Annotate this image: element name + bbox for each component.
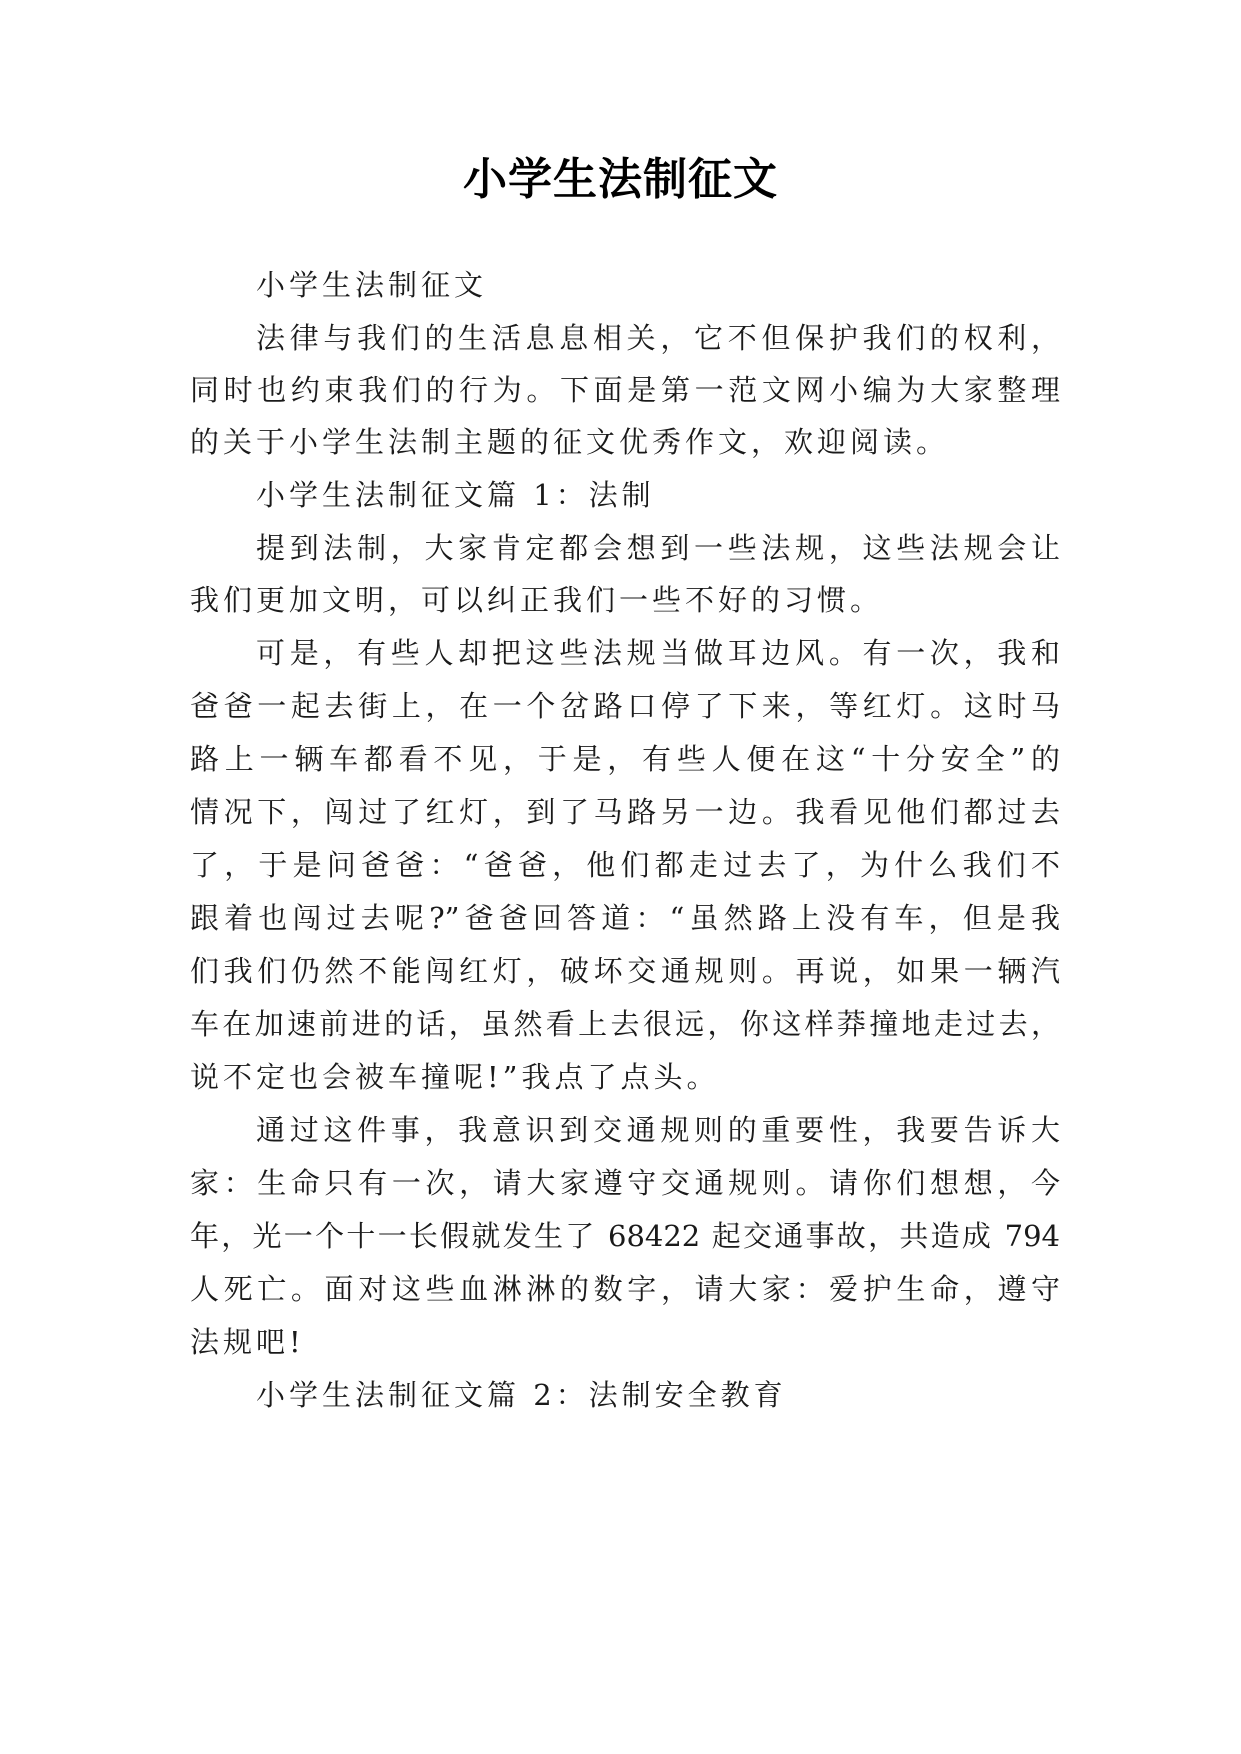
- paragraph-line: 的关于小学生法制主题的征文优秀作文，欢迎阅读。: [190, 425, 950, 459]
- paragraph-line: 可是，有些人却把这些法规当做耳边风。有一次，我和: [256, 636, 1060, 670]
- paragraph-line: 跟着也闯过去呢?”爸爸回答道：“虽然路上没有车，但是我: [190, 901, 1060, 935]
- paragraph-line: 提到法制，大家肯定都会想到一些法规，这些法规会让: [256, 531, 1060, 565]
- paragraph-line: 了，于是问爸爸：“爸爸，他们都走过去了，为什么我们不: [190, 848, 1060, 882]
- paragraph-line: 说不定也会被车撞呢!”我点了点头。: [190, 1060, 720, 1094]
- paragraph-line: 情况下，闯过了红灯，到了马路另一边。我看见他们都过去: [190, 795, 1060, 829]
- paragraph-line: 爸爸一起去街上，在一个岔路口停了下来，等红灯。这时马: [190, 689, 1060, 723]
- paragraph-line: 法律与我们的生活息息相关，它不但保护我们的权利，: [256, 321, 1060, 355]
- paragraph-line: 我们更加文明，可以纠正我们一些不好的习惯。: [190, 583, 884, 617]
- paragraph-line: 年，光一个十一长假就发生了 68422 起交通事故，共造成 794: [190, 1219, 1060, 1253]
- paragraph-line: 法规吧!: [190, 1325, 305, 1359]
- page-title: 小学生法制征文: [463, 154, 778, 205]
- paragraph-line: 家：生命只有一次，请大家遵守交通规则。请你们想想，今: [190, 1166, 1060, 1200]
- paragraph-line: 同时也约束我们的行为。下面是第一范文网小编为大家整理: [190, 373, 1060, 407]
- subtitle-line: 小学生法制征文: [256, 268, 488, 302]
- section-heading: 小学生法制征文篇 2：法制安全教育: [256, 1378, 787, 1412]
- paragraph-line: 人死亡。面对这些血淋淋的数字，请大家：爱护生命，遵守: [190, 1272, 1060, 1306]
- paragraph-line: 车在加速前进的话，虽然看上去很远，你这样莽撞地走过去，: [190, 1007, 1060, 1041]
- section-heading: 小学生法制征文篇 1：法制: [256, 478, 655, 512]
- paragraph-line: 们我们仍然不能闯红灯，破坏交通规则。再说，如果一辆汽: [190, 954, 1060, 988]
- paragraph-line: 路上一辆车都看不见，于是，有些人便在这“十分安全”的: [190, 742, 1060, 776]
- paragraph-line: 通过这件事，我意识到交通规则的重要性，我要告诉大: [256, 1113, 1060, 1147]
